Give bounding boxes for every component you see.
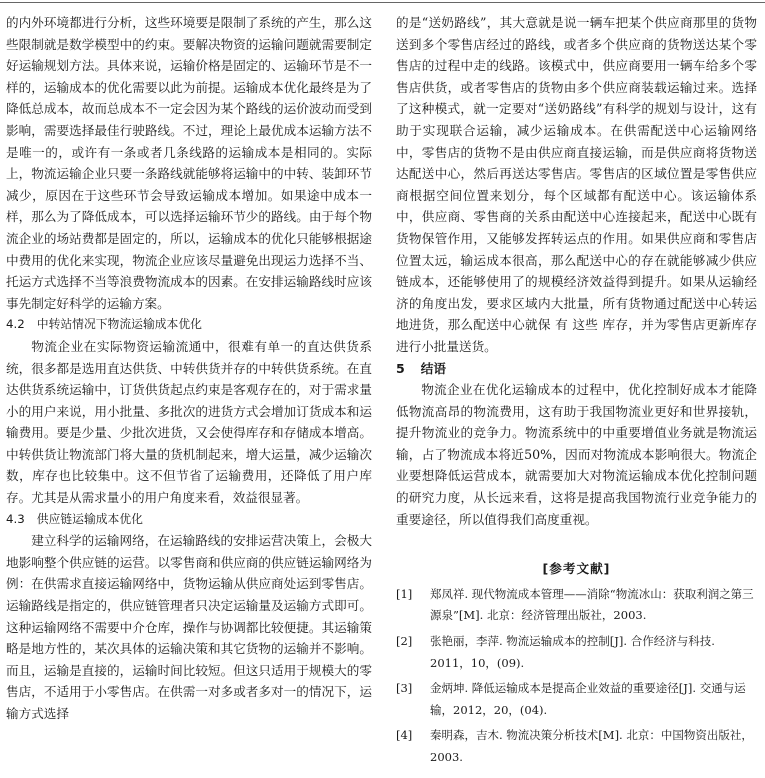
reference-list [396, 584, 757, 769]
left-column [6, 12, 372, 725]
section-number: 5 [396, 360, 405, 376]
reference-text: 郑凤祥. 现代物流成本管理——消除“物流冰山：获取利润之第三源泉”[M]. 北京：经济管理出版社，2003. [430, 586, 754, 623]
paragraph: 建立科学的运输网络，在运输路线的安排运营决策上，会极大地影响整个供应链的运营。以零售商和供应商的供应链运输网络为例：在供需求直接运输网络中，货物运输从供应商处运到零售店。运输路线是指定的，供应链管理者只决定运输量及运输方式即可。这种运输网络不需要中介仓库，操作与协调都比较便捷。其运输策略是地方性的，某次具体的运输决策和其它货物的运输并不影响。而且，运输是直接的，运输时间比较短。但这只适用于规模大的零售店，不适用于小零售店。在供需一对多或者多对一的情况下，运输方式选择 [6, 533, 372, 721]
paragraph: 物流企业在优化运输成本的过程中，优化控制好成本才能降低物流高昂的物流费用，这有助于我国物流业更好和世界接轨，提升物流业的竞争力。物流系统中的中重要增值业务就是物流运输，占了物流成本将近50%，因而对物流成本影响很大。物流企业要想降低运营成本，就需要加大对物流运输成本优化控制问题的研究力度，从长远来看，这将是提高我国物流行业竞争能力的重要途径，所以值得我们高度重视。 [396, 382, 757, 527]
reference-text: 秦明森，吉木. 物流决策分析技术[M]. 北京：中国物资出版社，2003. [430, 728, 753, 764]
paragraph: 物流企业在实际物资运输流通中，很难有单一的直达供货系统，很多都是选用直达供货、中转供货并存的中转供货系统。在直达供货系统运输中，订货供货起点约束是客观存在的，对于需求量小的用户来说，用小批量、多批次的进货方式会增加订货成本和运输费用。要是少量、少批次进货，又会使得库存和存储成本增高。中转供货让物流部门将大量的货机制起来，增大运量，减少运输次数，库存也比较集中。这不但节省了运输费用，还降低了用户库存。尤其是从需求量小的用户角度来看，效益很显著。 [6, 338, 372, 506]
section-heading-4-2 [6, 314, 372, 336]
section-heading-5 [396, 358, 757, 380]
reference-number: [2] [396, 634, 413, 649]
references-title: [参考文献] [542, 561, 611, 577]
section-number: 4.3 [6, 511, 25, 526]
reference-number: [3] [396, 681, 413, 696]
reference-number: [1] [396, 586, 413, 601]
reference-item [396, 631, 757, 674]
section-title: 结语 [420, 360, 446, 376]
reference-text: 金炳坤. 降低运输成本是提高企业效益的重要途径[J]. 交通与运输，2012，20，(04). [430, 681, 746, 717]
reference-item [396, 584, 757, 627]
reference-item [396, 725, 757, 768]
paragraph: 的是“送奶路线”，其大意就是说一辆车把某个供应商那里的货物送到多个零售店经过的路线，或者多个供应商的货物送达某个零售店的过程中走的线路。该模式中，供应商要用一辆车给多个零售店供货，或者零售店的货物由多个供应商装载运输过来。选择了这种模式，就一定要对“送奶路线”有科学的规划与设计，这有助于实现联合运输，减少运输成本。在供需配送中心运输网络中，零售店的货物不是由供应商直接运输，而是供应商将货物送达配送中心，然后再送达零售店。零售店的区域位置是零售供应商根据空间位置来划分，每个区域都有配送中心。该运输体系中，供应商、零售商的关系由配送中心连接起来，配送中心既有货物保管作用，又能够发挥转运点的作用。如果供应商和零售店位置太远，输运成本很高，那么配送中心的存在就能够减少供应链成本，还能够使用了的规模经济效益得到提升。如果从运输经济的角度出发，要求区域内大批量，所有货物通过配送中心转运地进货，那么配送中心就保 有 这些 库存，并为零售店更新库存进行小批量送货。 [396, 15, 757, 354]
page-header-rule [0, 0, 765, 4]
reference-item [396, 678, 757, 721]
reference-number: [4] [396, 728, 413, 743]
section-title: 供应链运输成本优化 [36, 511, 143, 526]
paragraph: 的内外环境都进行分析，这些环境要是限制了系统的产生，那么这些限制就是数学模型中的约束。要解决物资的运输问题就需要制定好运输规划方法。具体来说，运输价格是固定的、运输环节是不一样的，运输成本的优化需要以此为前提。运输成本优化最终是为了降低总成本，故而总成本不一定会因为某个路线的运价波动而受到影响，需要选择最佳行驶路线。不过，理论上最优成本运输方法不是唯一的，或许有一条或者几条线路的运输成本是相同的。实际上，物流运输企业只要一条路线就能够将运输中的中转、装卸环节减少，原因在于这些环节会导致运输成本增加。如果途中成本一样，那么为了降低成本，可以选择运输环节少的路线。由于每个物流企业的场站费都是固定的，所以，运输成本的优化只能够根据途中费用的优化来实现，物流企业应该尽量避免出现运力选择不当、托运方式选择不当等浪费物流成本的因素。在安排运输路线时应该事先制定好科学的运输方案。 [6, 15, 372, 311]
section-number: 4.2 [6, 317, 25, 332]
section-title: 中转站情况下物流运输成本优化 [36, 317, 202, 332]
reference-text: 张艳丽，李萍. 物流运输成本的控制[J]. 合作经济与科技. 2011，10，(09). [430, 634, 715, 670]
section-heading-4-3 [6, 509, 372, 531]
right-column [396, 12, 757, 773]
